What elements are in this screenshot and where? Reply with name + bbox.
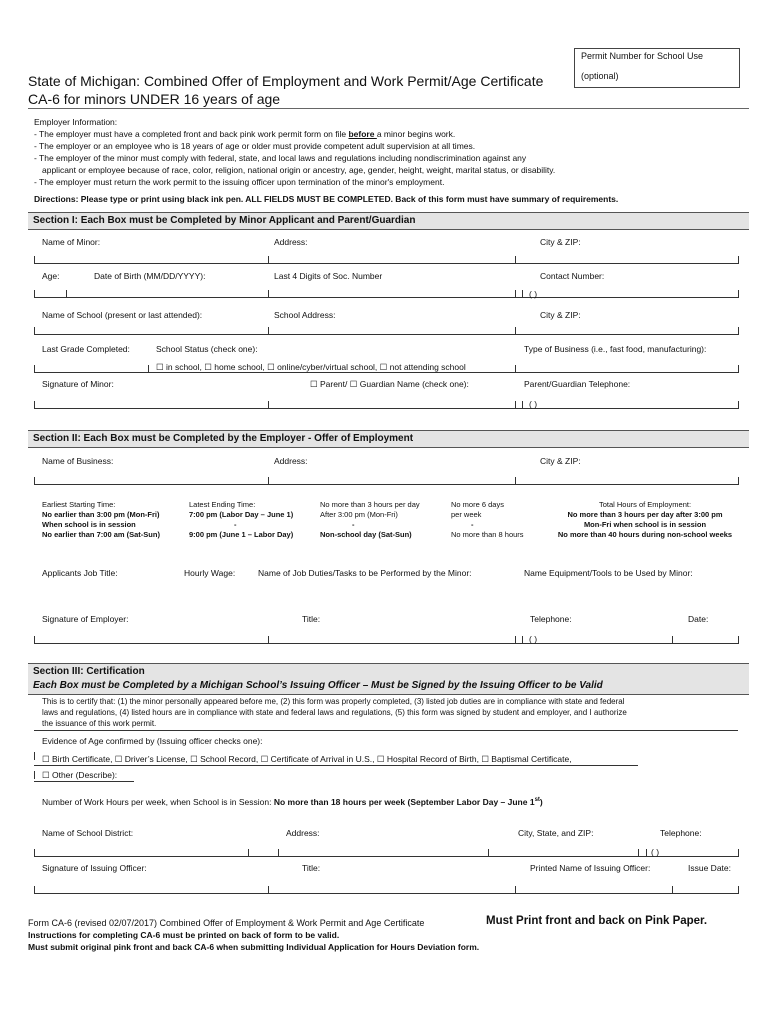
name-of-minor-label: Name of Minor: [42,237,101,247]
pg-phone-area-code: ( ) [529,399,538,409]
three-hours-block: No more than 3 hours per day After 3:00 pm (Mon-Fri) - Non-school day (Sat-Sun) [320,500,420,539]
employer-info-bullet-3a: - The employer of the minor must comply with federal, state, and local laws and regulations including nondiscrimination against any [34,153,527,163]
row3-input-line[interactable] [34,334,738,335]
district-input-line[interactable] [34,856,738,857]
employer-info-bullet-1: - The employer must have a completed front and back pink work permit form on file before a minor begins work. [34,129,456,139]
employer-telephone-label: Telephone: [530,614,572,624]
officer-title-label: Title: [302,863,321,873]
section2-header [28,430,749,448]
total-hours-block: Total Hours of Employment: No more than 3 hours per day after 3:00 pm Mon-Fri when school is in session No more than 40 hours during non-school weeks [557,500,733,539]
row1-input-line[interactable] [34,263,738,264]
section1-title: Section I: Each Box must be Completed by Minor Applicant and Parent/Guardian [33,215,416,226]
age-label: Age: [42,271,60,281]
last-grade-label: Last Grade Completed: [42,344,130,354]
signature-of-minor-label: Signature of Minor: [42,379,114,389]
business-name-label: Name of Business: [42,456,114,466]
employer-title-label: Title: [302,614,321,624]
section1-header [28,212,749,230]
row5-input-line[interactable] [34,408,738,409]
form-title-line2: CA-6 for minors UNDER 16 years of age [28,91,281,107]
earliest-start-block: Earliest Starting Time: No earlier than 3:00 pm (Mon-Fri) When school is in session No earlier than 7:00 am (Sat-Sun) [42,500,160,539]
employer-info-heading: Employer Information: [34,117,118,127]
permit-optional-label: (optional) [581,71,619,81]
row4-input-line[interactable] [34,372,738,373]
business-input-line[interactable] [34,484,738,485]
section2-title: Section II: Each Box must be Completed by the Employer - Offer of Employment [33,433,414,444]
parent-guardian-label[interactable]: ☐ Parent/ ☐ Guardian Name (check one): [310,379,469,389]
business-type-label: Type of Business (i.e., fast food, manufacturing): [524,344,707,354]
section3-title: Section III: Certification [33,666,145,677]
latest-ending-block: Latest Ending Time: 7:00 pm (Labor Day – June 1) - 9:00 pm (June 1 – Labor Day) [189,500,294,539]
equipment-label: Name Equipment/Tools to be Used by Minor: [524,568,693,578]
instructions-notice: Instructions for completing CA-6 must be printed on back of form to be valid. [28,930,340,940]
signature-of-officer-label: Signature of Issuing Officer: [42,863,147,873]
school-city-zip-label: City & ZIP: [540,310,581,320]
district-telephone-label: Telephone: [660,828,702,838]
row2-input-line[interactable] [34,297,738,298]
certification-text: This is to certify that: (1) the minor personally appeared before me, (2) this form was properly completed, (3) listed job duties are in compliance with state and federal laws and regulations, (4) listed hours are in compliance with state and federal laws and regulations, (5) this form was signed by student and employer, and I authorize the issuance of this work permit. [42,697,627,728]
contact-number-label: Contact Number: [540,271,605,281]
school-district-label: Name of School District: [42,828,134,838]
district-address-label: Address: [286,828,320,838]
school-address-label: School Address: [274,310,336,320]
employer-phone-area-code: ( ) [529,634,538,644]
other-describe-option[interactable]: ☐ Other (Describe): [42,770,118,780]
evidence-options[interactable]: ☐ Birth Certificate, ☐ Driver’s License, ☐ School Record, ☐ Certificate of Arrival in U.S., ☐ Hospital Record of Birth, ☐ Baptismal Certificate, [42,754,572,764]
six-days-block: No more 6 days per week - No more than 8 hours [451,500,524,539]
parent-guardian-phone-label: Parent/Guardian Telephone: [524,379,631,389]
officer-signature-line[interactable] [34,893,738,894]
district-csz-label: City, State, and ZIP: [518,828,594,838]
permit-number-box[interactable] [574,48,740,88]
ssn-label: Last 4 Digits of Soc. Number [274,271,383,281]
officer-printed-name-label: Printed Name of Issuing Officer: [530,863,651,873]
job-title-label: Applicants Job Title: [42,568,118,578]
employer-info-bullet-2: - The employer or an employee who is 18 years of age or older must provide competent adult supervision at all times. [34,141,476,151]
pink-paper-notice: Must Print front and back on Pink Paper. [486,915,708,927]
form-revision-text: Form CA-6 (revised 02/07/2017) Combined Offer of Employment & Work Permit and Age Certificate [28,918,425,928]
issue-date-label: Issue Date: [688,863,731,873]
permit-number-label: Permit Number for School Use [581,51,704,61]
school-status-label: School Status (check one): [156,344,258,354]
business-city-zip-label: City & ZIP: [540,456,581,466]
section3-header [28,663,749,695]
signature-of-employer-label: Signature of Employer: [42,614,129,624]
contact-area-code: ( ) [529,289,538,299]
work-hours-text: Number of Work Hours per week, when School is in Session: No more than 18 hours per week (September Labor Day – June 1st) [42,797,543,807]
form-title-line1: State of Michigan: Combined Offer of Employment and Work Permit/Age Certificate [28,73,544,89]
evidence-of-age-label: Evidence of Age confirmed by (Issuing officer checks one): [42,736,263,746]
section3-subtitle: Each Box must be Completed by a Michigan School’s Issuing Officer – Must be Signed by the Issuing Officer to be Valid [33,680,603,691]
school-status-options[interactable]: ☐ in school, ☐ home school, ☐ online/cyber/virtual school, ☐ not attending school [156,362,466,372]
address-label: Address: [274,237,308,247]
directions-text: Directions: Please type or print using black ink pen. ALL FIELDS MUST BE COMPLETED. Back of this form must have summary of requirements. [34,194,619,204]
district-phone-area-code: ( ) [651,847,660,857]
submit-notice: Must submit original pink front and back CA-6 when submitting Individual Application for Hours Deviation form. [28,942,480,952]
employer-signature-line[interactable] [34,643,738,644]
school-name-label: Name of School (present or last attended): [42,310,203,320]
hourly-wage-label: Hourly Wage: [184,568,236,578]
employer-info-bullet-3b: applicant or employee because of race, color, religion, national origin or ancestry, age, gender, height, weight, marital status, or disability. [42,165,556,175]
business-address-label: Address: [274,456,308,466]
employer-date-label: Date: [688,614,709,624]
employer-info-bullet-4: - The employer must return the work permit to the issuing officer upon termination of the minor's employment. [34,177,445,187]
job-duties-label: Name of Job Duties/Tasks to be Performed by the Minor: [258,568,472,578]
city-zip-label: City & ZIP: [540,237,581,247]
title-divider [28,108,749,109]
dob-label: Date of Birth (MM/DD/YYYY): [94,271,206,281]
